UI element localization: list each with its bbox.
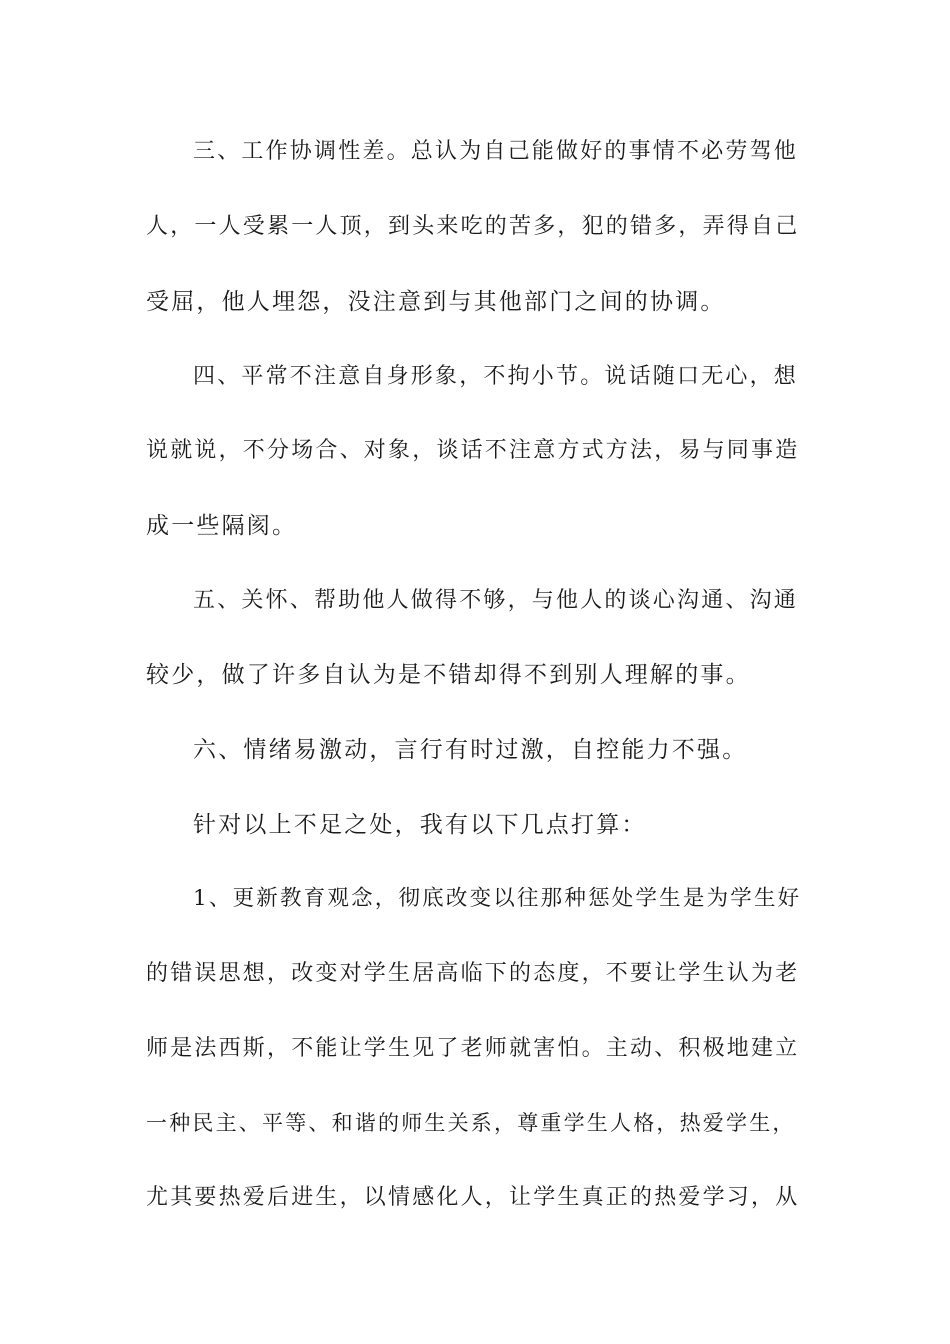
paragraph-line: 成一些隔阂。	[146, 513, 298, 539]
paragraph-line: 四、平常不注意自身形象，不拘小节。说话随口无心，想	[193, 364, 799, 389]
paragraph-line: 六、情绪易激动，言行有时过激，自控能力不强。	[193, 737, 748, 763]
paragraph-line: 五、关怀、帮助他人做得不够，与他人的谈心沟通、沟通	[193, 588, 799, 613]
paragraph-line: 的错误思想，改变对学生居高临下的态度，不要让学生认为老	[146, 961, 800, 986]
paragraph-line: 1、更新教育观念，彻底改变以往那种惩处学生是为学生好	[193, 886, 802, 911]
paragraph-line: 说就说，不分场合、对象，谈话不注意方式方法，易与同事造	[146, 438, 800, 463]
paragraph-line: 一种民主、平等、和谐的师生关系，尊重学生人格，热爱学生，	[146, 1111, 796, 1135]
paragraph-line: 尤其要热爱后进生，以情感化人，让学生真正的热爱学习，从	[146, 1185, 800, 1210]
paragraph-line: 人，一人受累一人顶，到头来吃的苦多，犯的错多，弄得自己	[146, 214, 800, 239]
paragraph-line: 受屈，他人埋怨，没注意到与其他部门之间的协调。	[146, 289, 726, 315]
paragraph-line: 较少，做了许多自认为是不错却得不到别人理解的事。	[146, 662, 751, 688]
paragraph-line: 三、工作协调性差。总认为自己能做好的事情不必劳驾他	[193, 139, 799, 164]
paragraph-line: 针对以上不足之处，我有以下几点打算：	[193, 812, 647, 838]
paragraph-line: 师是法西斯，不能让学生见了老师就害怕。主动、积极地建立	[146, 1036, 800, 1061]
